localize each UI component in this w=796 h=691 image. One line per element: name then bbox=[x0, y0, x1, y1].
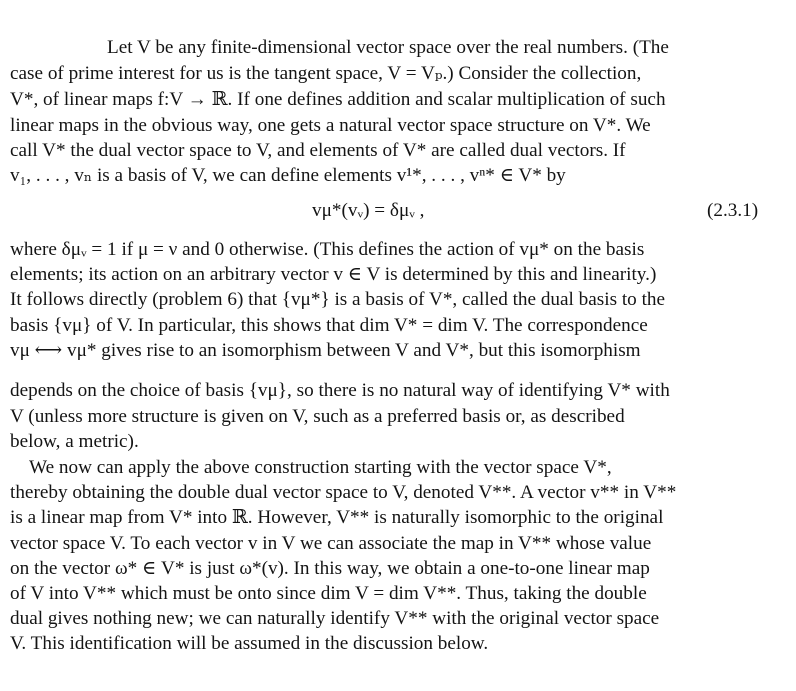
text-line: is a linear map from V* into ℝ. However, V** is naturally isomorphic to the original bbox=[10, 507, 664, 528]
text-line: basis {vμ} of V. In particular, this shows that dim V* = dim V. The correspondence bbox=[10, 315, 648, 336]
text-line: depends on the choice of basis {vμ}, so there is no natural way of identifying V* with bbox=[10, 380, 670, 401]
text-line: vμ ⟷ vμ* gives rise to an isomorphism between V and V*, but this isomorphism bbox=[10, 340, 641, 361]
equation-formula: vμ*(vᵥ) = δμᵥ , bbox=[312, 200, 425, 221]
text-line: V (unless more structure is given on V, such as a preferred basis or, as described bbox=[10, 406, 625, 427]
text-line: V. This identification will be assumed in the discussion below. bbox=[10, 633, 489, 654]
equation-number: (2.3.1) bbox=[707, 200, 759, 221]
text-line: v₁, . . . , vₙ is a basis of V, we can define elements v¹*, . . . , vⁿ* ∈ V* by bbox=[10, 165, 566, 186]
text-line: It follows directly (problem 6) that {vμ*} is a basis of V*, called the dual basis to the bbox=[10, 289, 666, 310]
text-line: below, a metric). bbox=[10, 431, 139, 452]
text-line: elements; its action on an arbitrary vector v ∈ V is determined by this and linearity.) bbox=[10, 264, 657, 285]
text-line: case of prime interest for us is the tangent space, V = Vₚ.) Consider the collection, bbox=[10, 63, 642, 84]
text-line: thereby obtaining the double dual vector space to V, denoted V**. A vector v** in V** bbox=[10, 482, 677, 503]
text-line: vector space V. To each vector v in V we can associate the map in V** whose value bbox=[10, 533, 652, 554]
text-line: linear maps in the obvious way, one gets a natural vector space structure on V*. We bbox=[10, 115, 651, 136]
text-line: of V into V** which must be onto since dim V = dim V**. Thus, taking the double bbox=[10, 583, 647, 604]
text-line: where δμᵥ = 1 if μ = ν and 0 otherwise. (This defines the action of vμ* on the basis bbox=[10, 239, 645, 260]
text-line: call V* the dual vector space to V, and elements of V* are called dual vectors. If bbox=[10, 140, 626, 161]
text-line: dual gives nothing new; we can naturally identify V** with the original vector space bbox=[10, 608, 660, 629]
text-line: on the vector ω* ∈ V* is just ω*(v). In this way, we obtain a one-to-one linear map bbox=[10, 558, 650, 579]
text-line: Let V be any finite-dimensional vector space over the real numbers. (The bbox=[107, 37, 669, 58]
text-line: We now can apply the above construction starting with the vector space V*, bbox=[29, 457, 612, 478]
text-line: V*, of linear maps f:V → ℝ. If one defines addition and scalar multiplication of such bbox=[10, 89, 666, 110]
